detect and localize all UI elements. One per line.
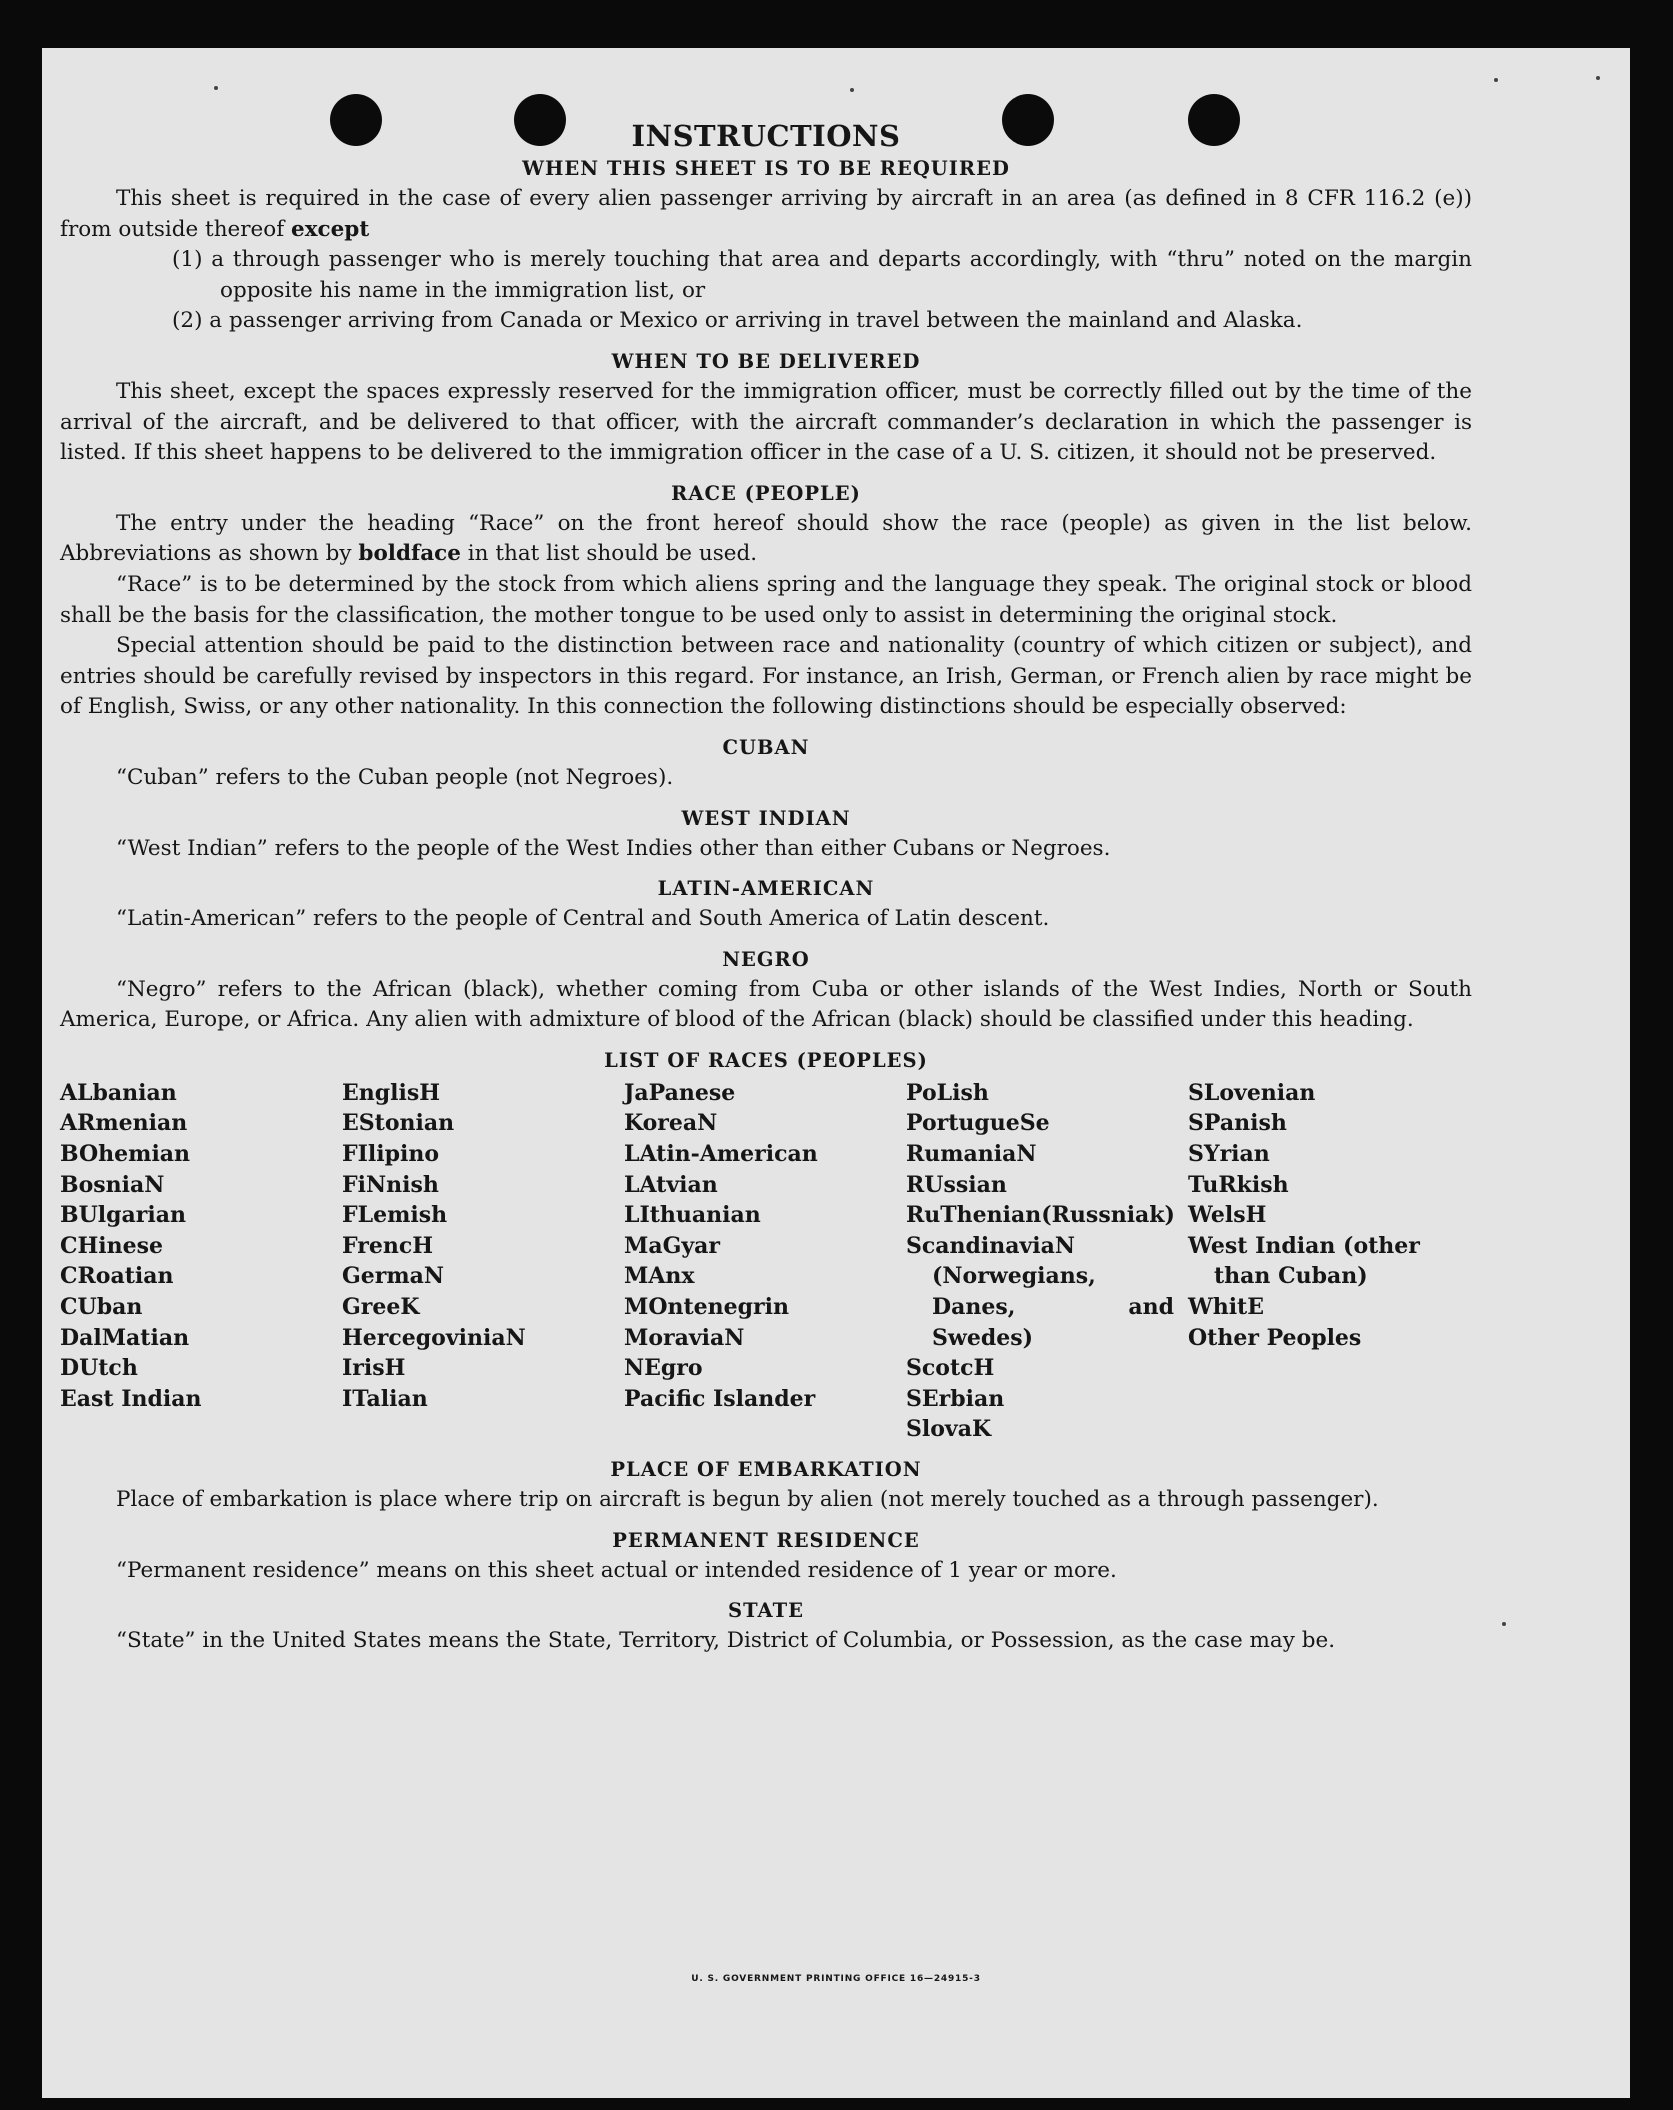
race-item: FLemish xyxy=(342,1202,448,1229)
race-item: SlovaK xyxy=(906,1416,992,1443)
race-item: DUtch xyxy=(60,1355,138,1382)
race-item: Other Peoples xyxy=(1188,1324,1362,1351)
speck xyxy=(1596,76,1600,80)
section-heading-state: STATE xyxy=(728,1599,804,1623)
race-paragraph-1: The entry under the heading “Race” on the front hereof should show the race (people) as given in the list below. Abbreviations as shown by boldface in that list should be used. xyxy=(60,510,1472,567)
race-item: LIthuanian xyxy=(624,1202,761,1229)
section-heading-delivered: WHEN TO BE DELIVERED xyxy=(611,349,921,373)
race-item: SYrian xyxy=(1188,1141,1270,1168)
section-heading-race: RACE (PEOPLE) xyxy=(671,481,861,505)
race-item: GermaN xyxy=(342,1263,445,1290)
race-item: WelsH xyxy=(1188,1202,1267,1229)
residence-text: “Permanent residence” means on this sheet actual or intended residence of 1 year or more. xyxy=(116,1557,1117,1583)
speck xyxy=(1502,1622,1506,1626)
speck xyxy=(850,88,854,92)
race-item: KoreaN xyxy=(624,1110,718,1137)
race-item: NEgro xyxy=(624,1355,703,1382)
section-heading-west-indian: WEST INDIAN xyxy=(681,806,851,830)
section-heading-required: WHEN THIS SHEET IS TO BE REQUIRED xyxy=(522,157,1010,180)
except-emphasis: except xyxy=(291,216,370,242)
race-item: SPanish xyxy=(1188,1110,1287,1137)
race-item: East Indian xyxy=(60,1385,202,1412)
races-column-5 xyxy=(1188,1078,1470,1445)
race-item: CUban xyxy=(60,1294,143,1321)
race-paragraph-2: “Race” is to be determined by the stock from which aliens spring and the language they speak. The original stock or blood shall be the basis for the classification, the mother tongue to be used only to assist in determining the original stock. xyxy=(60,571,1472,628)
race-item: CRoatian xyxy=(60,1263,174,1290)
race-item: LAtvian xyxy=(624,1171,718,1198)
race-item: ARmenian xyxy=(60,1110,188,1137)
race-item: DalMatian xyxy=(60,1324,190,1351)
section-heading-negro: NEGRO xyxy=(722,947,810,971)
race-item: IrisH xyxy=(342,1355,406,1382)
race-item: Pacific Islander xyxy=(624,1385,816,1412)
speck xyxy=(1494,78,1498,82)
required-item-2: (2) a passenger arriving from Canada or Mexico or arriving in travel between the mainland and Alaska. xyxy=(172,308,1303,334)
race-item: CHinese xyxy=(60,1232,164,1259)
cuban-text: “Cuban” refers to the Cuban people (not Negroes). xyxy=(116,764,674,790)
race-item: BUlgarian xyxy=(60,1202,186,1229)
race-paragraph-3: Special attention should be paid to the distinction between race and nationality (country of which citizen or subject), and entries should be carefully revised by inspectors in this regard. For instance, an Irish, German, or French alien by race might be of English, Swiss, or any other nationality. In this connection the following distinctions should be especially observed: xyxy=(60,633,1472,720)
delivered-text: This sheet, except the spaces expressly reserved for the immigration officer, must be correctly filled out by the time of the arrival of the aircraft, and be delivered to that officer, with the aircraft commander’s declaration in which the passenger is listed. If this sheet happens to be delivered to the immigration officer in the case of a U. S. citizen, it should not be preserved. xyxy=(60,378,1472,466)
latin-american-text: “Latin-American” refers to the people of Central and South America of Latin descent. xyxy=(116,906,1050,932)
race-item: EnglisH xyxy=(342,1079,441,1106)
race-item: HercegoviniaN xyxy=(342,1324,526,1351)
races-column-1 xyxy=(60,1078,342,1445)
race-item: PortugueSe xyxy=(906,1110,1050,1137)
west-indian-text: “West Indian” refers to the people of the West Indies other than either Cubans or Negroes. xyxy=(116,835,1111,861)
section-heading-residence: PERMANENT RESIDENCE xyxy=(612,1528,920,1552)
race-item: BosniaN xyxy=(60,1171,165,1198)
section-heading-embarkation: PLACE OF EMBARKATION xyxy=(610,1458,922,1481)
negro-text: “Negro” refers to the African (black), whether coming from Cuba or other islands of the West Indies, North or South America, Europe, or Africa. Any alien with admixture of blood of the African (black) should be classified under this heading. xyxy=(60,976,1472,1033)
race-item: GreeK xyxy=(342,1294,420,1321)
embarkation-text: Place of embarkation is place where trip on aircraft is begun by alien (not merely touched as a through passenger). xyxy=(116,1487,1379,1512)
printing-office-footer: U. S. GOVERNMENT PRINTING OFFICE 16—24915-3 xyxy=(691,1974,981,1984)
race-item: ITalian xyxy=(342,1385,428,1412)
required-intro: This sheet is required in the case of every alien passenger arriving by aircraft in an area (as defined in 8 CFR 116.2 (e)) from outside thereof except xyxy=(60,186,1472,242)
races-column-2 xyxy=(342,1078,624,1445)
race-item: ScandinaviaN (Norwegians, Danes, and Swedes) xyxy=(906,1232,1174,1351)
race-item: PoLish xyxy=(906,1079,989,1106)
race-item: EStonian xyxy=(342,1110,455,1137)
race-item: FiNnish xyxy=(342,1171,439,1198)
race-item: LAtin-American xyxy=(624,1141,818,1168)
race-item: West Indian (other than Cuban) xyxy=(1188,1232,1420,1290)
race-item: FrencH xyxy=(342,1232,433,1259)
speck xyxy=(214,86,218,90)
race-item: MAnx xyxy=(624,1263,695,1290)
race-item: FIlipino xyxy=(342,1141,440,1168)
section-heading-list: LIST OF RACES (PEOPLES) xyxy=(604,1048,928,1072)
race-item: ALbanian xyxy=(60,1079,177,1106)
race-item: SErbian xyxy=(906,1385,1005,1412)
race-item: JaPanese xyxy=(624,1079,736,1106)
race-item: WhitE xyxy=(1188,1294,1264,1321)
required-item-1: (1) a through passenger who is merely touching that area and departs accordingly, with “thru” noted on the margin opposite his name in the immigration list, or xyxy=(172,247,1472,303)
section-heading-cuban: CUBAN xyxy=(722,735,810,759)
race-item: RumaniaN xyxy=(906,1141,1037,1168)
race-item: RUssian xyxy=(906,1171,1007,1198)
race-item: SLovenian xyxy=(1188,1079,1316,1106)
document-page xyxy=(42,48,1630,2098)
section-heading-latin-american: LATIN-AMERICAN xyxy=(657,877,875,901)
race-item: RuThenian(Russniak) xyxy=(906,1202,1175,1229)
page-title: INSTRUCTIONS xyxy=(631,119,901,153)
race-item: MOntenegrin xyxy=(624,1294,789,1321)
instructions-content xyxy=(60,118,1472,1657)
race-item: BOhemian xyxy=(60,1141,191,1168)
state-text: “State” in the United States means the State, Territory, District of Columbia, or Possession, as the case may be. xyxy=(116,1628,1336,1654)
race-item: ScotcH xyxy=(906,1355,995,1382)
race-item: MoraviaN xyxy=(624,1324,745,1351)
races-list xyxy=(60,1078,1472,1445)
race-item: MaGyar xyxy=(624,1232,721,1259)
races-column-3 xyxy=(624,1078,906,1445)
race-item: TuRkish xyxy=(1188,1171,1289,1198)
races-column-4 xyxy=(906,1078,1188,1445)
